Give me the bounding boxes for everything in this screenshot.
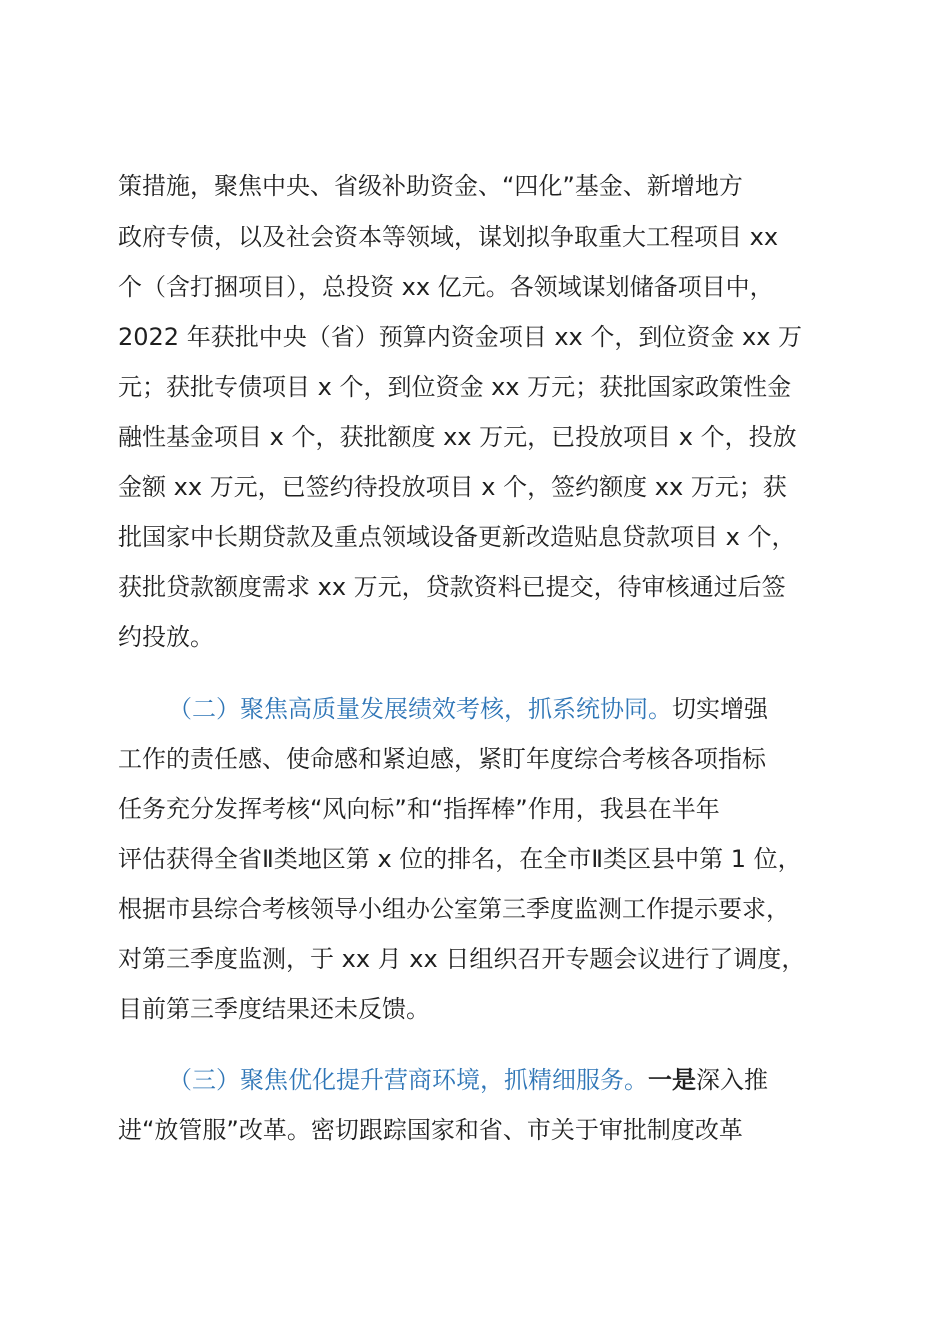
paragraph-line: 融性基金项目 x 个，获批额度 xx 万元，已投放项目 x 个，投放 bbox=[118, 423, 797, 451]
paragraph-line: 对第三季度监测，于 xx 月 xx 日组织召开专题会议进行了调度， bbox=[118, 945, 806, 973]
paragraph-line: 进“放管服”改革。密切跟踪国家和省、市关于审批制度改革 bbox=[118, 1116, 743, 1144]
section-heading: （三）聚焦优化提升营商环境，抓精细服务。 bbox=[168, 1066, 648, 1094]
paragraph-line: 约投放。 bbox=[118, 623, 214, 651]
paragraph-line: 2022 年获批中央（省）预算内资金项目 xx 个，到位资金 xx 万 bbox=[118, 323, 803, 351]
paragraph-line: 获批贷款额度需求 xx 万元，贷款资料已提交，待审核通过后签 bbox=[118, 573, 786, 601]
paragraph-line: 根据市县综合考核领导小组办公室第三季度监测工作提示要求， bbox=[118, 895, 790, 923]
paragraph-line: 个（含打捆项目），总投资 xx 亿元。各领域谋划储备项目中， bbox=[118, 273, 774, 301]
section-first-line bbox=[168, 693, 768, 725]
paragraph-line: 元；获批专债项目 x 个，到位资金 xx 万元；获批国家政策性金 bbox=[118, 373, 792, 401]
paragraph-line: 任务充分发挥考核“风向标”和“指挥棒”作用，我县在半年 bbox=[118, 795, 720, 823]
paragraph-line: 目前第三季度结果还未反馈。 bbox=[118, 995, 430, 1023]
section-first-line bbox=[168, 1064, 768, 1096]
paragraph-line: 政府专债，以及社会资本等领域，谋划拟争取重大工程项目 xx bbox=[118, 223, 779, 251]
paragraph-line: 金额 xx 万元，已签约待投放项目 x 个，签约额度 xx 万元；获 bbox=[118, 473, 787, 501]
bold-lead: 一是 bbox=[648, 1066, 696, 1094]
paragraph-line: 批国家中长期贷款及重点领域设备更新改造贴息贷款项目 x 个， bbox=[118, 523, 796, 551]
section-heading: （二）聚焦高质量发展绩效考核，抓系统协同。 bbox=[168, 695, 672, 723]
paragraph-text: 深入推 bbox=[696, 1066, 768, 1094]
paragraph-line: 策措施，聚焦中央、省级补助资金、“四化”基金、新增地方 bbox=[118, 172, 743, 200]
paragraph-text: 切实增强 bbox=[672, 695, 768, 723]
paragraph-line: 工作的责任感、使命感和紧迫感，紧盯年度综合考核各项指标 bbox=[118, 745, 766, 773]
paragraph-line: 评估获得全省Ⅱ类地区第 x 位的排名，在全市Ⅱ类区县中第 1 位， bbox=[118, 845, 802, 873]
